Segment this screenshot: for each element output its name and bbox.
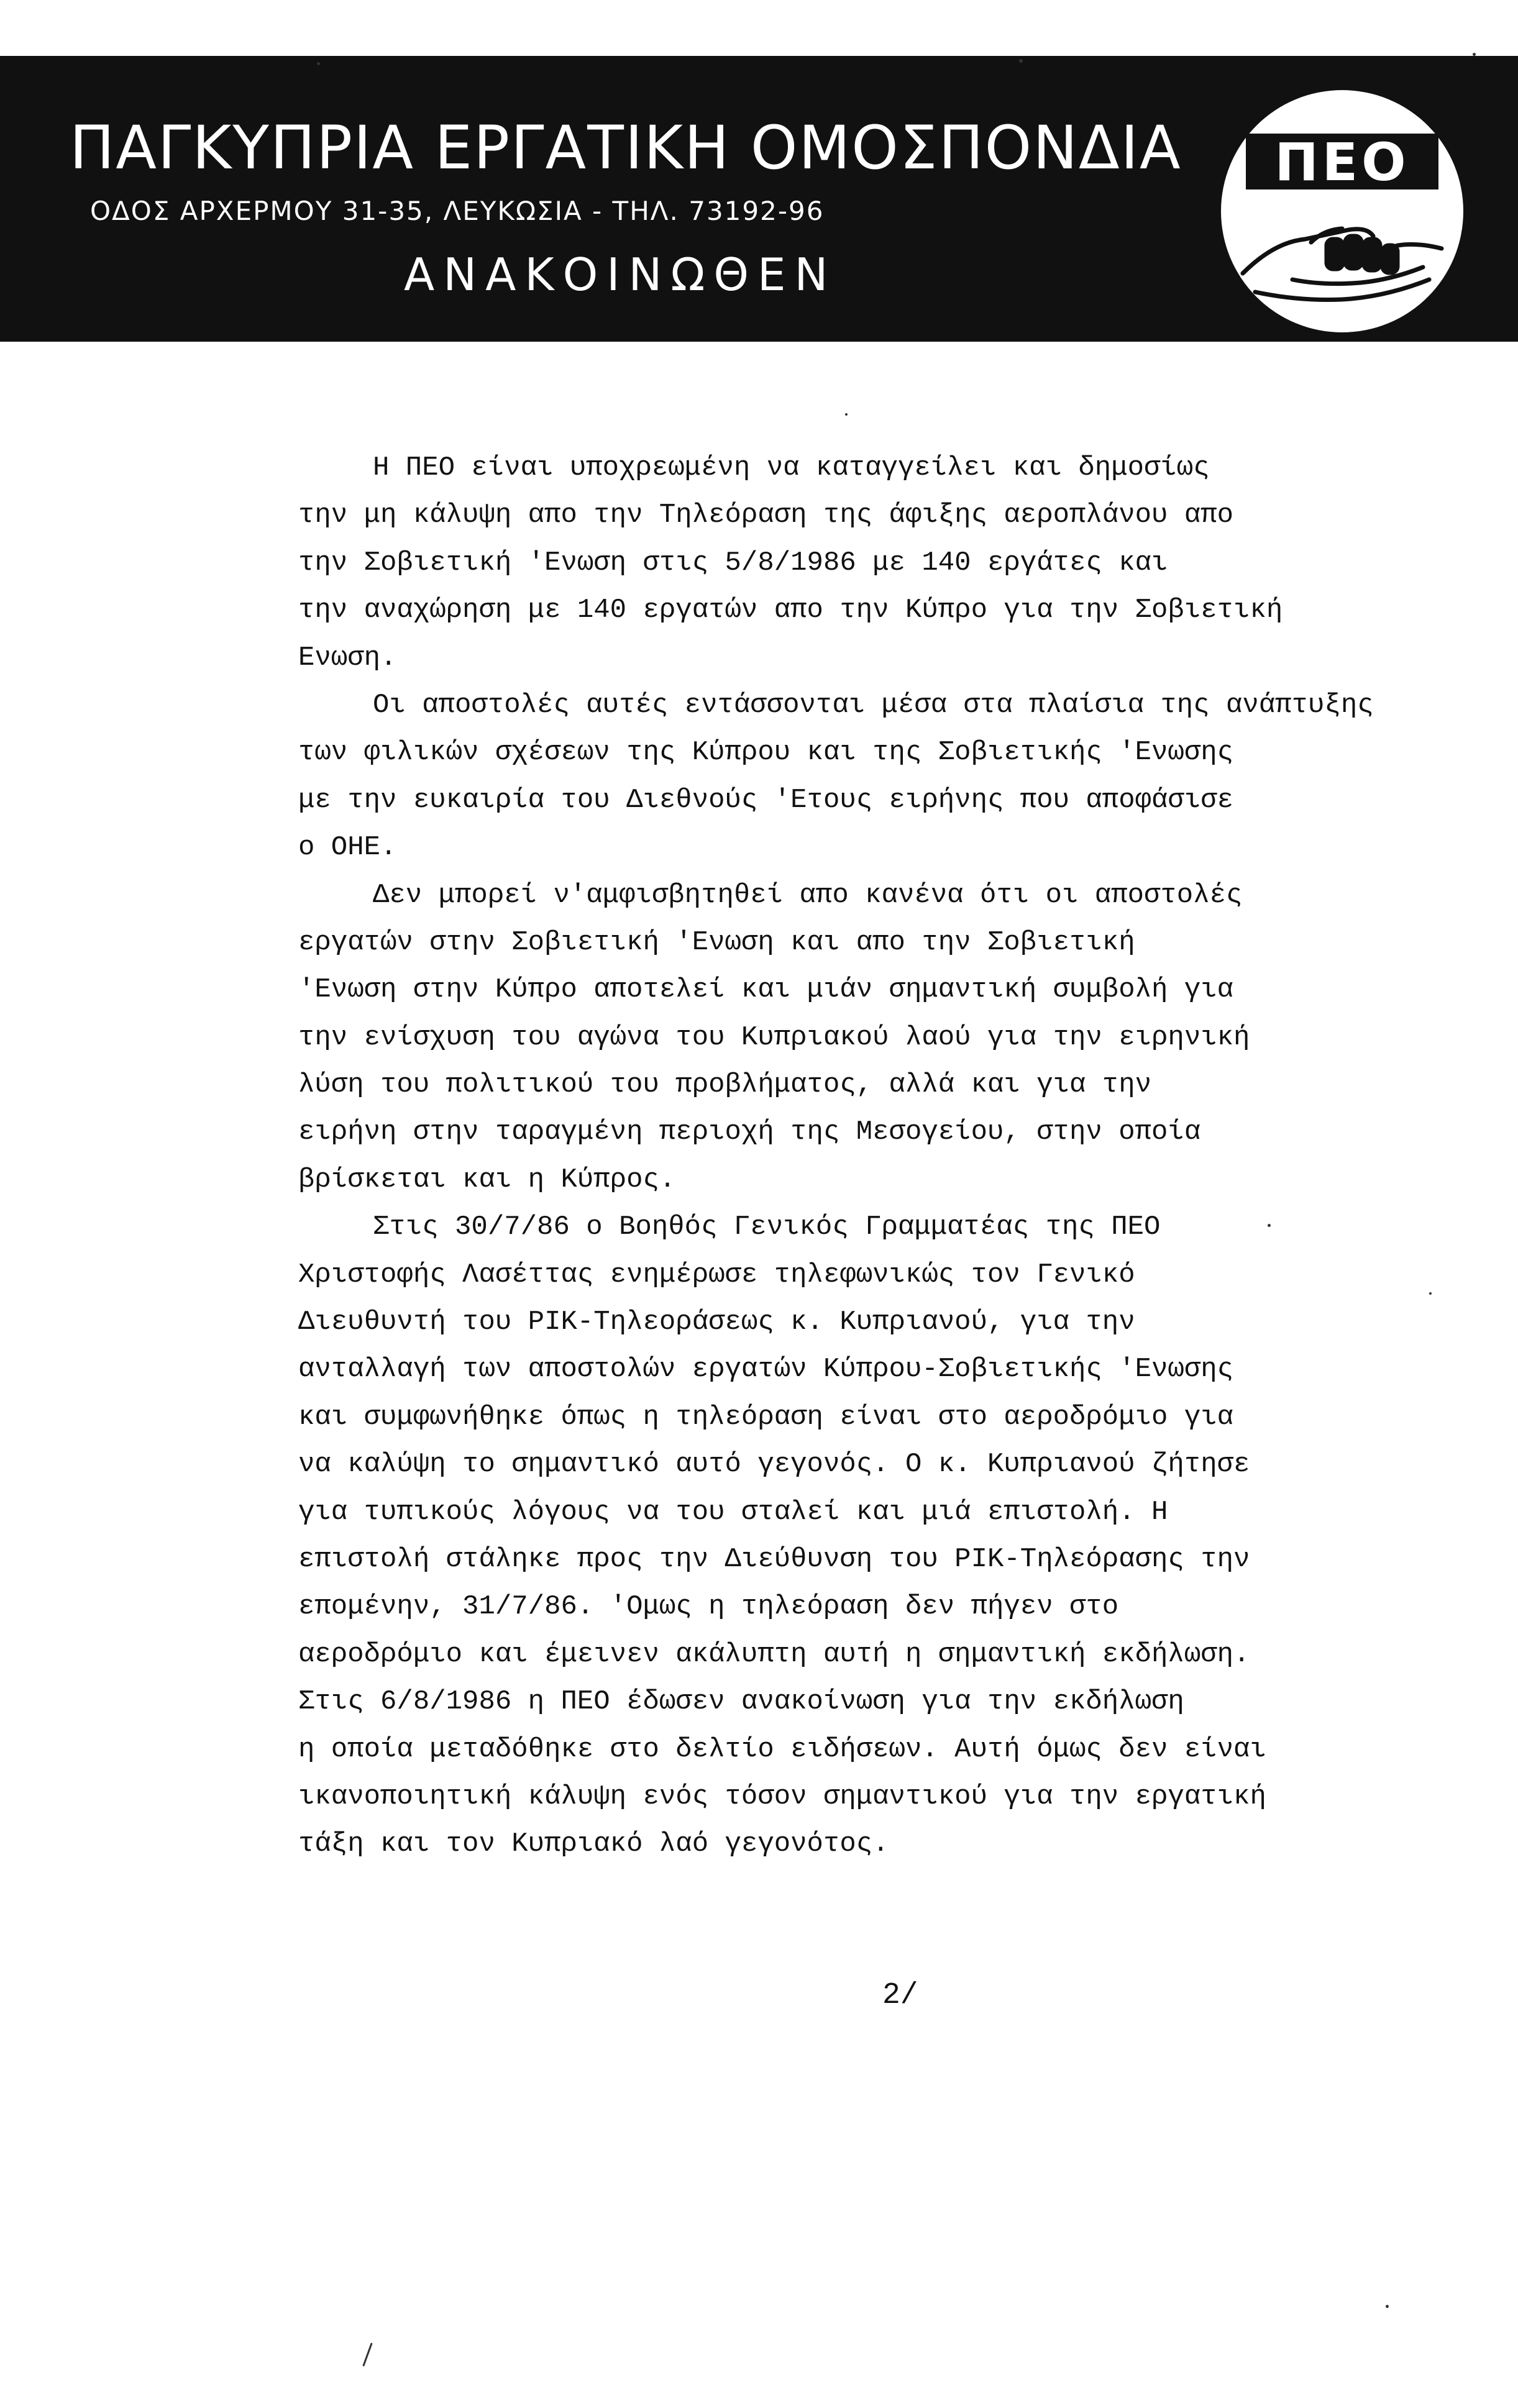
text-line: εργατών στην Σοβιετική 'Ενωση και απο την Σοβιετική: [298, 926, 1135, 958]
paragraph: [298, 682, 1417, 872]
text-line: 'Ενωση στην Κύπρο αποτελεί και μιάν σημαντική συμβολή για: [298, 974, 1234, 1006]
text-line: την Σοβιετική 'Ενωση στις 5/8/1986 με 140 εργάτες και: [298, 547, 1168, 578]
text-line: Χριστοφής Λασέττας ενημέρωσε τηλεφωνικώς τον Γενικό: [298, 1259, 1135, 1290]
scan-speck: [1019, 59, 1023, 63]
text-line: με την ευκαιρία του Διεθνούς 'Ετους ειρήνης που αποφάσισε: [298, 784, 1234, 816]
text-line: Στις 30/7/86 ο Βοηθός Γενικός Γραμματέας της ΠΕΟ: [373, 1211, 1161, 1243]
text-line: και συμφωνήθηκε όπως η τηλεόραση είναι στο αεροδρόμιο για: [298, 1401, 1234, 1433]
text-line: τάξη και τον Κυπριακό λαό γεγονότος.: [298, 1828, 889, 1860]
document-type: ΑΝΑΚΟΙΝΩΘΕΝ: [404, 249, 837, 301]
organization-name: ΠΑΓΚΥΠΡΙΑ ΕΡΓΑΤΙΚΗ ΟΜΟΣΠΟΝΔΙΑ: [70, 113, 1182, 183]
text-line: Στις 6/8/1986 η ΠΕΟ έδωσεν ανακοίνωση για την εκδήλωση: [298, 1686, 1184, 1718]
peo-logo: [1218, 87, 1466, 335]
paragraph: [298, 1203, 1417, 1868]
paragraph: [298, 444, 1417, 682]
text-line: Διευθυντή του ΡΙΚ-Τηλεοράσεως κ. Κυπριανού, για την: [298, 1307, 1135, 1338]
text-line: ικανοποιητική κάλυψη ενός τόσον σημαντικού για την εργατική: [298, 1781, 1266, 1812]
announcement-body: [298, 444, 1417, 1868]
text-line: την αναχώρηση με 140 εργατών απο την Κύπρο για την Σοβιετική: [298, 595, 1283, 626]
scan-speck: [1473, 53, 1476, 56]
scan-speck: [1268, 1224, 1271, 1227]
text-line: ανταλλαγή των αποστολών εργατών Κύπρου-Σοβιετικής 'Ενωσης: [298, 1354, 1234, 1385]
scan-speck: [362, 2343, 372, 2367]
text-line: ο ΟΗΕ.: [298, 832, 397, 864]
text-line: Η ΠΕΟ είναι υποχρεωμένη να καταγγείλει και δημοσίως: [373, 452, 1210, 483]
scan-speck: [1429, 1292, 1432, 1295]
text-line: αεροδρόμιο και έμεινεν ακάλυπτη αυτή η σημαντική εκδήλωση.: [298, 1638, 1250, 1670]
text-line: βρίσκεται και η Κύπρος.: [298, 1164, 676, 1195]
text-line: των φιλικών σχέσεων της Κύπρου και της Σοβιετικής 'Ενωσης: [298, 737, 1234, 768]
scan-speck: [1386, 2305, 1389, 2308]
text-line: επομένην, 31/7/86. 'Ομως η τηλεόραση δεν πήγεν στο: [298, 1591, 1119, 1623]
logo-text: ΠΕΟ: [1274, 132, 1410, 193]
organization-address: ΟΔΟΣ ΑΡΧΕΡΜΟΥ 31-35, ΛΕΥΚΩΣΙΑ - ΤΗΛ. 73192-96: [90, 196, 825, 226]
logo-circle: [1221, 90, 1463, 332]
text-line: για τυπικούς λόγους να του σταλεί και μιά επιστολή. Η: [298, 1496, 1168, 1528]
paragraph: [298, 872, 1417, 1204]
letterhead: [0, 56, 1518, 342]
text-line: την ενίσχυση του αγώνα του Κυπριακού λαού για την ειρηνική: [298, 1021, 1250, 1053]
text-line: Ενωση.: [298, 642, 397, 673]
page-number: 2/: [882, 1979, 918, 2012]
text-line: λύση του πολιτικού του προβλήματος, αλλά και για την: [298, 1069, 1152, 1101]
text-line: να καλύψη το σημαντικό αυτό γεγονός. Ο κ. Κυπριανού ζήτησε: [298, 1449, 1250, 1480]
scan-speck: [317, 62, 320, 65]
text-line: την μη κάλυψη απο την Τηλεόραση της άφιξης αεροπλάνου απο: [298, 499, 1234, 531]
text-line: επιστολή στάληκε προς την Διεύθυνση του ΡΙΚ-Τηλεόρασης την: [298, 1543, 1250, 1575]
text-line: Οι αποστολές αυτές εντάσσονται μέσα στα πλαίσια της ανάπτυξης: [373, 689, 1374, 721]
scan-speck: [845, 413, 848, 416]
text-line: η οποία μεταδόθηκε στο δελτίο ειδήσεων. Αυτή όμως δεν είναι: [298, 1733, 1266, 1765]
text-line: Δεν μπορεί ν'αμφισβητηθεί απο κανένα ότι οι αποστολές: [373, 879, 1243, 911]
text-line: ειρήνη στην ταραγμένη περιοχή της Μεσογείου, στην οποία: [298, 1116, 1201, 1148]
